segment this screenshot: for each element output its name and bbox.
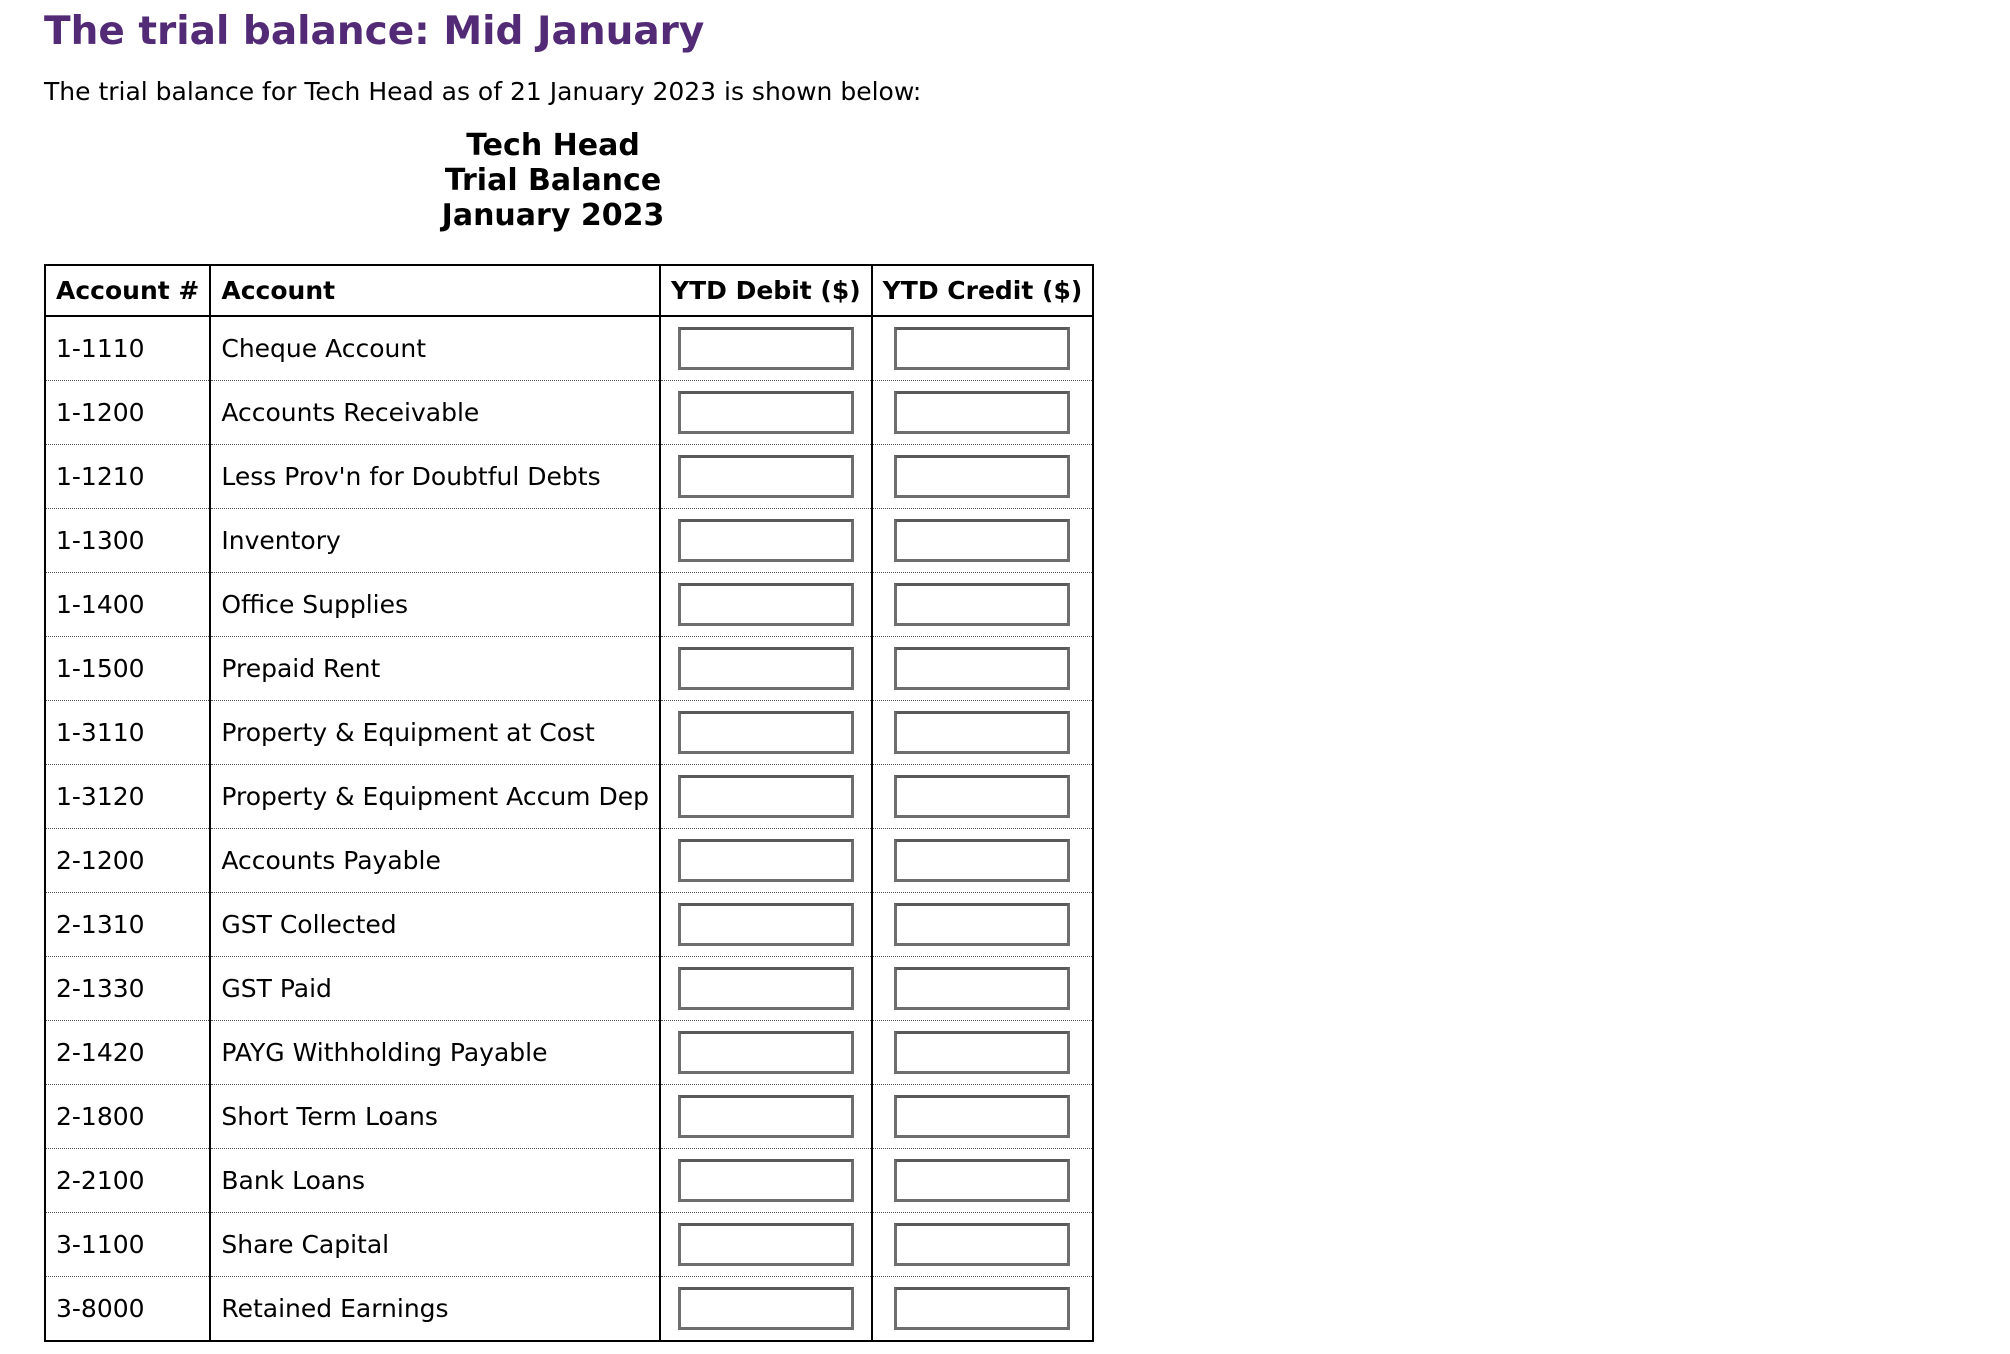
intro-text: The trial balance for Tech Head as of 21 January 2023 is shown below: — [44, 77, 922, 106]
table-row — [45, 893, 1093, 957]
debit-cell — [660, 1213, 872, 1277]
debit-cell — [660, 1085, 872, 1149]
debit-input[interactable] — [678, 903, 854, 946]
credit-cell — [872, 637, 1094, 701]
account-name-cell: GST Collected — [210, 893, 660, 957]
debit-cell — [660, 509, 872, 573]
account-name-cell: Prepaid Rent — [210, 637, 660, 701]
account-number-cell: 2-2100 — [45, 1149, 210, 1213]
account-number-cell: 2-1420 — [45, 1021, 210, 1085]
table-row — [45, 381, 1093, 445]
credit-input[interactable] — [894, 647, 1070, 690]
table-row — [45, 829, 1093, 893]
credit-input[interactable] — [894, 711, 1070, 754]
account-number-cell: 1-3120 — [45, 765, 210, 829]
account-number-cell: 3-8000 — [45, 1277, 210, 1342]
table-row — [45, 765, 1093, 829]
debit-cell — [660, 1277, 872, 1342]
account-number-cell: 1-1210 — [45, 445, 210, 509]
account-name-cell: PAYG Withholding Payable — [210, 1021, 660, 1085]
credit-input[interactable] — [894, 903, 1070, 946]
credit-input[interactable] — [894, 391, 1070, 434]
account-name-cell: Office Supplies — [210, 573, 660, 637]
credit-input[interactable] — [894, 967, 1070, 1010]
credit-cell — [872, 765, 1094, 829]
credit-cell — [872, 509, 1094, 573]
debit-input[interactable] — [678, 1287, 854, 1330]
table-row — [45, 1213, 1093, 1277]
account-number-cell: 1-1300 — [45, 509, 210, 573]
credit-input[interactable] — [894, 519, 1070, 562]
credit-cell — [872, 381, 1094, 445]
account-name-cell: Cheque Account — [210, 316, 660, 381]
credit-input[interactable] — [894, 327, 1070, 370]
debit-input[interactable] — [678, 519, 854, 562]
table-row — [45, 1277, 1093, 1342]
account-number-cell: 1-3110 — [45, 701, 210, 765]
account-name-cell: GST Paid — [210, 957, 660, 1021]
table-row — [45, 1021, 1093, 1085]
account-name-cell: Share Capital — [210, 1213, 660, 1277]
credit-cell — [872, 316, 1094, 381]
credit-cell — [872, 1213, 1094, 1277]
table-row — [45, 1085, 1093, 1149]
table-row — [45, 637, 1093, 701]
debit-cell — [660, 316, 872, 381]
account-number-cell: 2-1200 — [45, 829, 210, 893]
debit-cell — [660, 765, 872, 829]
debit-input[interactable] — [678, 391, 854, 434]
credit-cell — [872, 445, 1094, 509]
debit-cell — [660, 1149, 872, 1213]
table-row — [45, 701, 1093, 765]
credit-input[interactable] — [894, 1031, 1070, 1074]
credit-cell — [872, 701, 1094, 765]
debit-cell — [660, 701, 872, 765]
debit-cell — [660, 829, 872, 893]
debit-cell — [660, 381, 872, 445]
credit-input[interactable] — [894, 1223, 1070, 1266]
account-name-cell: Bank Loans — [210, 1149, 660, 1213]
account-number-cell: 2-1310 — [45, 893, 210, 957]
account-name-cell: Short Term Loans — [210, 1085, 660, 1149]
account-number-cell: 2-1800 — [45, 1085, 210, 1149]
debit-cell — [660, 1021, 872, 1085]
account-name-cell: Accounts Receivable — [210, 381, 660, 445]
table-row — [45, 573, 1093, 637]
credit-cell — [872, 1021, 1094, 1085]
account-number-cell: 2-1330 — [45, 957, 210, 1021]
credit-cell — [872, 1085, 1094, 1149]
table-row — [45, 509, 1093, 573]
table-header-row — [45, 265, 1093, 316]
trial-balance-table — [44, 264, 1094, 1342]
credit-cell — [872, 1149, 1094, 1213]
credit-cell — [872, 829, 1094, 893]
statement-name: Trial Balance — [444, 163, 662, 198]
table-row — [45, 1149, 1093, 1213]
credit-cell — [872, 1277, 1094, 1342]
credit-cell — [872, 573, 1094, 637]
company-name: Tech Head — [466, 128, 640, 163]
account-name-cell: Property & Equipment at Cost — [210, 701, 660, 765]
table-row — [45, 957, 1093, 1021]
debit-input[interactable] — [678, 839, 854, 882]
debit-input[interactable] — [678, 455, 854, 498]
credit-input[interactable] — [894, 1287, 1070, 1330]
debit-cell — [660, 573, 872, 637]
account-name-cell: Property & Equipment Accum Dep — [210, 765, 660, 829]
debit-input[interactable] — [678, 327, 854, 370]
debit-input[interactable] — [678, 1095, 854, 1138]
debit-cell — [660, 637, 872, 701]
page-title: The trial balance: Mid January — [44, 9, 705, 54]
debit-cell — [660, 445, 872, 509]
table-row — [45, 316, 1093, 381]
account-number-cell: 3-1100 — [45, 1213, 210, 1277]
debit-input[interactable] — [678, 1159, 854, 1202]
statement-period: January 2023 — [441, 198, 665, 233]
header-account: Account — [210, 265, 660, 316]
credit-input[interactable] — [894, 839, 1070, 882]
account-number-cell: 1-1400 — [45, 573, 210, 637]
debit-input[interactable] — [678, 711, 854, 754]
debit-input[interactable] — [678, 967, 854, 1010]
account-number-cell: 1-1500 — [45, 637, 210, 701]
table-body — [45, 316, 1093, 1341]
account-name-cell: Inventory — [210, 509, 660, 573]
credit-input[interactable] — [894, 583, 1070, 626]
account-name-cell: Retained Earnings — [210, 1277, 660, 1342]
table-row — [45, 445, 1093, 509]
debit-input[interactable] — [678, 647, 854, 690]
debit-input[interactable] — [678, 775, 854, 818]
report-heading — [44, 128, 1062, 233]
header-ytd-debit: YTD Debit ($) — [660, 265, 872, 316]
account-name-cell: Accounts Payable — [210, 829, 660, 893]
debit-input[interactable] — [678, 1031, 854, 1074]
credit-input[interactable] — [894, 775, 1070, 818]
header-account-number: Account # — [45, 265, 210, 316]
credit-cell — [872, 893, 1094, 957]
account-name-cell: Less Prov'n for Doubtful Debts — [210, 445, 660, 509]
credit-cell — [872, 957, 1094, 1021]
debit-cell — [660, 957, 872, 1021]
debit-cell — [660, 893, 872, 957]
debit-input[interactable] — [678, 583, 854, 626]
credit-input[interactable] — [894, 455, 1070, 498]
debit-input[interactable] — [678, 1223, 854, 1266]
credit-input[interactable] — [894, 1159, 1070, 1202]
credit-input[interactable] — [894, 1095, 1070, 1138]
account-number-cell: 1-1200 — [45, 381, 210, 445]
account-number-cell: 1-1110 — [45, 316, 210, 381]
header-ytd-credit: YTD Credit ($) — [872, 265, 1094, 316]
